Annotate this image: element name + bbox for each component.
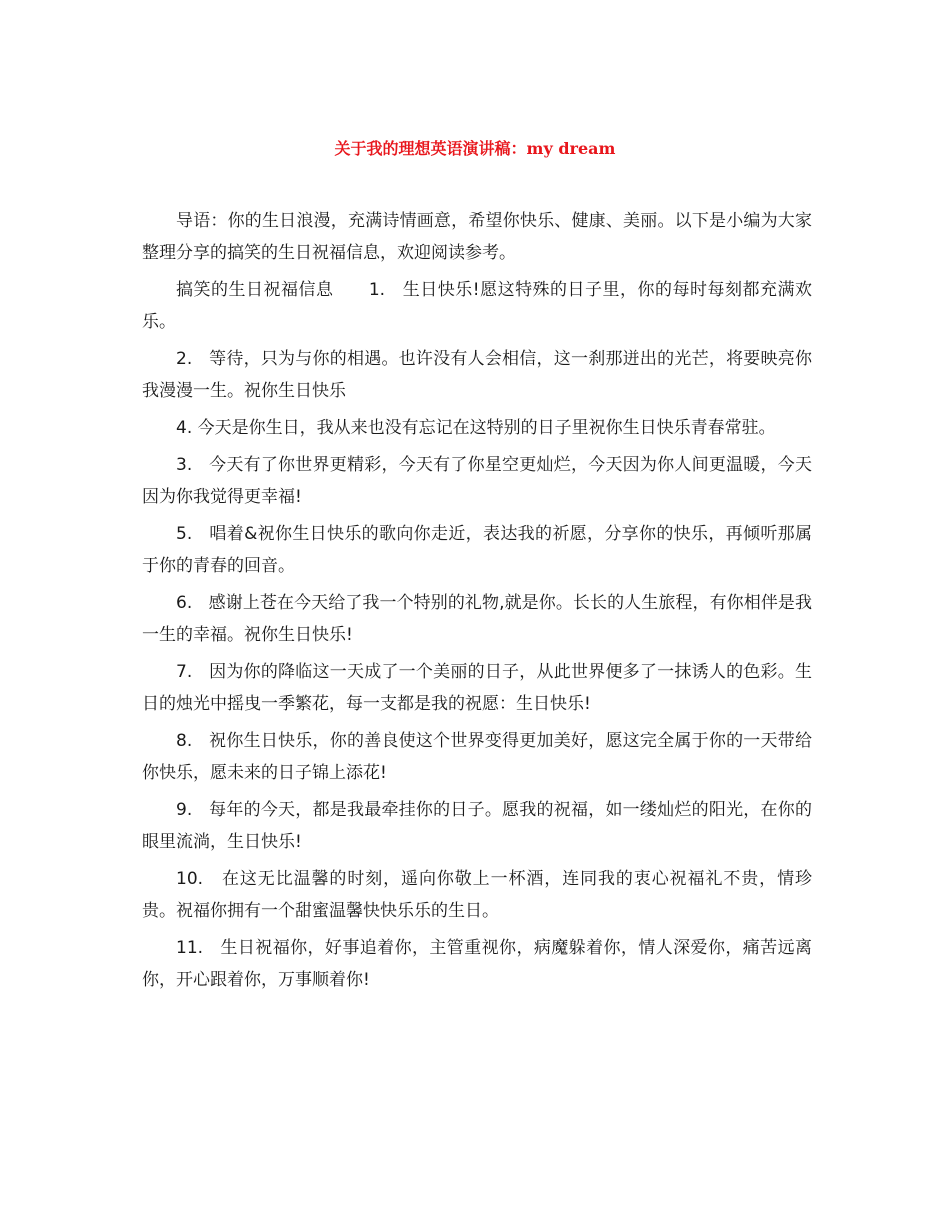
document-body	[142, 205, 812, 1001]
paragraph-item-7: 7. 因为你的降临这一天成了一个美丽的日子，从此世界便多了一抹诱人的色彩。生日的烛光中摇曳一季繁花，每一支都是我的祝愿：生日快乐!	[142, 662, 812, 714]
paragraph-item-11: 11. 生日祝福你，好事追着你，主管重视你，病魔躲着你，情人深爱你，痛苦远离你，开心跟着你，万事顺着你!	[142, 938, 812, 990]
paragraph-item-2: 2. 等待，只为与你的相遇。也许没有人会相信，这一刹那迸出的光芒，将要映亮你我漫漫一生。祝你生日快乐	[142, 349, 812, 401]
paragraph-item-8: 8. 祝你生日快乐，你的善良使这个世界变得更加美好，愿这完全属于你的一天带给你快乐，愿未来的日子锦上添花!	[142, 731, 812, 783]
paragraph-item-3: 3. 今天有了你世界更精彩，今天有了你星空更灿烂，今天因为你人间更温暖，今天因为你我觉得更幸福!	[142, 455, 812, 507]
paragraph-intro: 导语：你的生日浪漫，充满诗情画意，希望你快乐、健康、美丽。以下是小编为大家整理分享的搞笑的生日祝福信息，欢迎阅读参考。	[142, 211, 812, 263]
paragraph-item-10: 10. 在这无比温馨的时刻，遥向你敬上一杯酒，连同我的衷心祝福礼不贵，情珍贵。祝福你拥有一个甜蜜温馨快快乐乐的生日。	[142, 869, 812, 921]
paragraph-item-1: 搞笑的生日祝福信息 1. 生日快乐!愿这特殊的日子里，你的每时每刻都充满欢乐。	[142, 280, 812, 332]
document-title: 关于我的理想英语演讲稿：my dream	[334, 139, 616, 158]
paragraph-item-5: 5. 唱着&祝你生日快乐的歌向你走近，表达我的祈愿，分享你的快乐，再倾听那属于你的青春的回音。	[142, 524, 812, 576]
paragraph-item-9: 9. 每年的今天，都是我最牵挂你的日子。愿我的祝福，如一缕灿烂的阳光，在你的眼里流淌，生日快乐!	[142, 800, 812, 852]
paragraph-item-6: 6. 感谢上苍在今天给了我一个特别的礼物,就是你。长长的人生旅程，有你相伴是我一生的幸福。祝你生日快乐!	[142, 593, 812, 645]
paragraph-item-4: 4. 今天是你生日，我从来也没有忘记在这特别的日子里祝你生日快乐青春常驻。	[176, 418, 776, 438]
